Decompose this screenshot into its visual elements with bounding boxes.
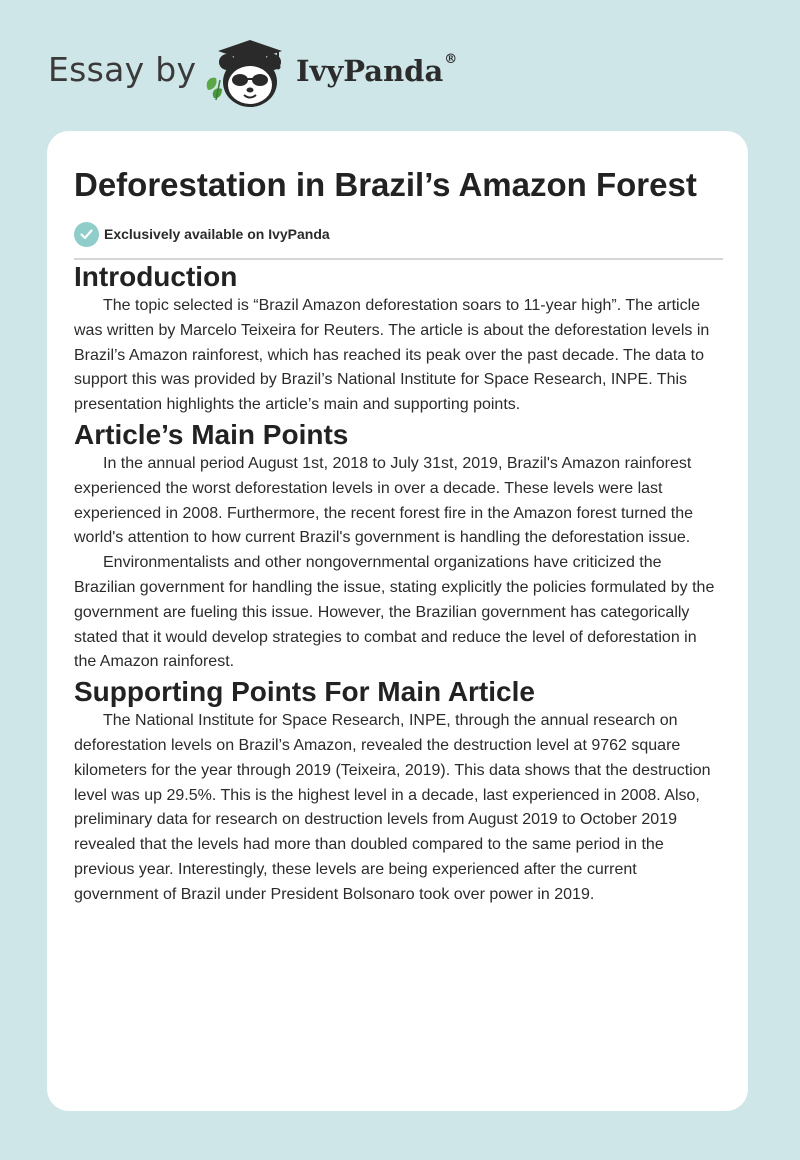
section-heading-introduction: Introduction — [74, 261, 238, 292]
paragraph: In the annual period August 1st, 2018 to July 31st, 2019, Brazil's Amazon rainforest experienced the worst deforestation levels in over a decade. These levels were last experienced in 2008. Furthermore, the recent forest fire in the Amazon forest turned the world's attention to how current Brazil's government is handling the deforestation issue. — [74, 454, 694, 547]
brand-name: IvyPanda — [296, 54, 444, 88]
site-header — [48, 38, 508, 108]
registered-mark: ® — [444, 52, 458, 67]
panda-graduation-cap-icon[interactable] — [200, 38, 292, 110]
essay-card — [47, 131, 748, 1111]
section-heading-supporting-points: Supporting Points For Main Article — [74, 676, 535, 708]
page-title: Deforestation in Brazil’s Amazon Forest — [74, 166, 697, 203]
exclusive-label: Exclusively available on IvyPanda — [104, 226, 330, 242]
exclusive-badge — [74, 221, 723, 247]
check-circle-icon — [74, 222, 99, 247]
essay-content — [74, 131, 723, 908]
essay-by-label: Essay by — [48, 50, 197, 89]
section-heading-main-points: Article’s Main Points — [74, 418, 349, 450]
paragraph: The National Institute for Space Research, INPE, through the annual research on deforestation levels on Brazil’s Amazon, revealed the destruction level at 9762 square kilometers for the year through 2019 (Teixeira, 2019). This data shows that the destruction level was up 29.5%. This is the highest level in a decade, last experienced in 2008. Also, preliminary data for research on destruction levels from August 2019 to October 2019 revealed that the levels had more than doubled compared to the same period in the previous year. Interestingly, these levels are being experienced after the current government of Brazil under President Bolsonaro took over power in 2019. — [74, 712, 711, 903]
ivypanda-logo-text[interactable] — [296, 54, 457, 88]
paragraph: Environmentalists and other nongovernmental organizations have criticized the Brazilian government for handling the issue, stating explicitly the policies formulated by the government are fueling this issue. However, the Brazilian government has categorically stated that it would develop strategies to combat and reduce the level of deforestation in the Amazon rainforest. — [74, 554, 715, 671]
paragraph: The topic selected is “Brazil Amazon deforestation soars to 11-year high”. The article was written by Marcelo Teixeira for Reuters. The article is about the deforestation levels in Brazil’s Amazon rainforest, which has reached its peak over the past decade. The data to support this was provided by Brazil’s National Institute for Space Research, INPE. This presentation highlights the article’s main and supporting points. — [74, 297, 710, 414]
